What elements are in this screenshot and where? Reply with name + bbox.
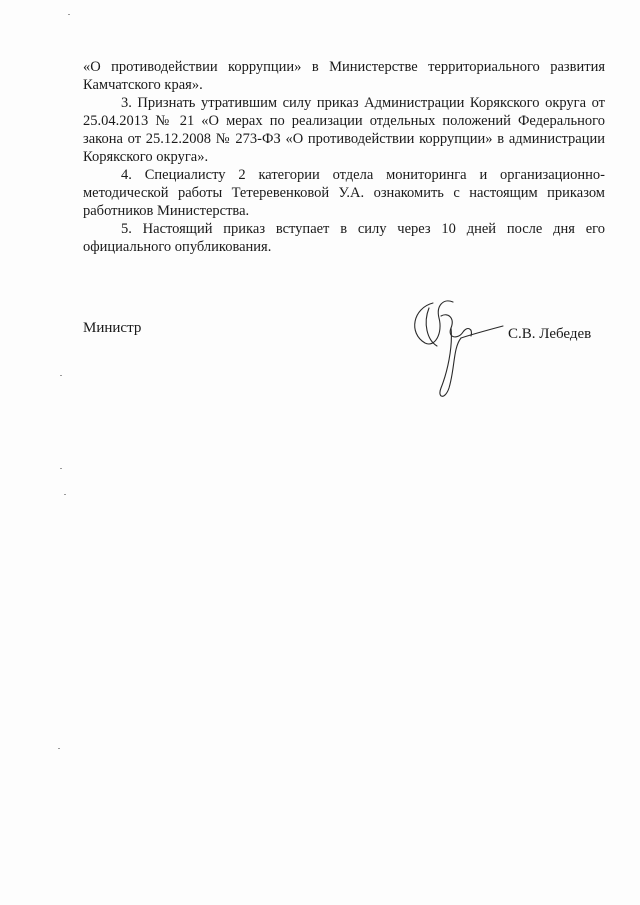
document-body	[83, 58, 605, 256]
scan-speck	[60, 375, 62, 376]
signatory-name: С.В. Лебедев	[508, 326, 592, 342]
handwritten-signature	[403, 288, 513, 408]
paragraph-item-3: 3. Признать утратившим силу приказ Администрации Корякского округа от 25.04.2013 № 21 «О мерах по реализации отдельных положений Федерального закона от 25.12.2008 № 273-ФЗ «О противодействии коррупции» в администрации Корякского округа».	[83, 95, 605, 165]
scan-speck	[58, 748, 60, 749]
scan-speck	[60, 468, 62, 469]
paragraph-item-5: 5. Настоящий приказ вступает в силу через 10 дней после дня его официального опубликования.	[83, 221, 605, 255]
scan-speck	[68, 14, 70, 15]
scan-speck	[64, 494, 66, 495]
paragraph-item-4: 4. Специалисту 2 категории отдела мониторинга и организационно-методической работы Тетеревенковой У.А. ознакомить с настоящим приказом работников Министерства.	[83, 167, 605, 219]
signature-block	[83, 318, 605, 418]
signatory-title: Министр	[83, 320, 142, 336]
paragraph-continuation: «О противодействии коррупции» в Министерстве территориального развития Камчатского края».	[83, 59, 605, 93]
